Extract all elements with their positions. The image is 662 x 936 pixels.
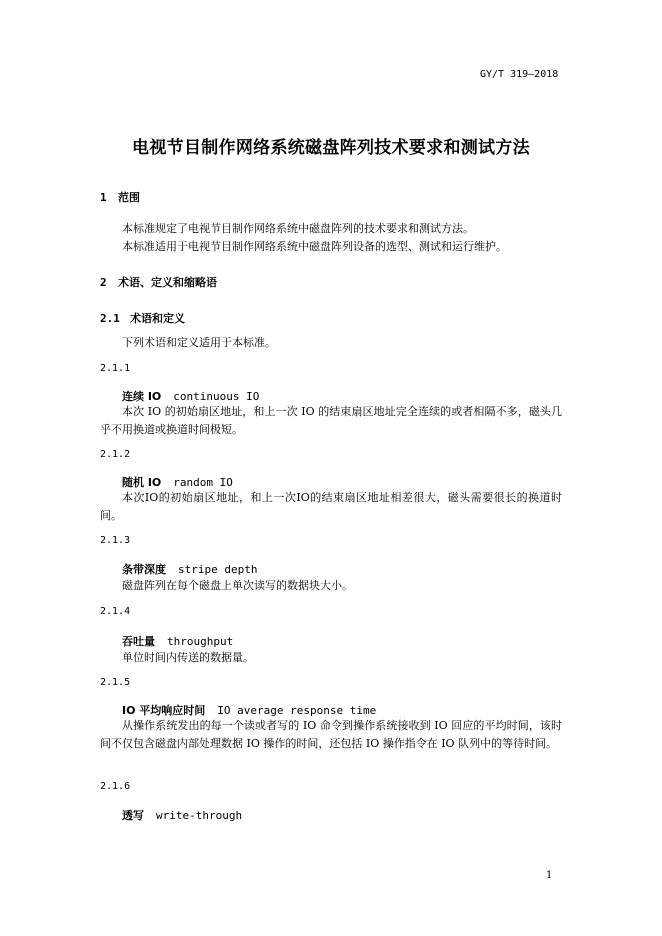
term-number: 2.1.3 bbox=[100, 535, 131, 546]
term-definition: 从操作系统发出的每一个读或者写的 IO 命令到操作系统接收到 IO 回应的平均时间，该时间不仅包含磁盘内部处理数据 IO 操作的时间，还包括 IO 操作指令在 IO 队列中的等待时间。 bbox=[100, 719, 562, 750]
document-title: 电视节目制作网络系统磁盘阵列技术要求和测试方法 bbox=[132, 138, 530, 158]
terms-intro-paragraph: 下列术语和定义适用于本标准。 bbox=[122, 336, 276, 349]
term-number: 2.1.2 bbox=[100, 449, 131, 460]
section-title: 术语、定义和缩略语 bbox=[118, 276, 217, 289]
subsection-number: 2.1 bbox=[100, 312, 120, 325]
term-en: continuous IO bbox=[173, 390, 260, 403]
subsection-heading-2-1 bbox=[100, 310, 185, 326]
section-heading-1 bbox=[100, 189, 140, 205]
term-zh: 吞吐量 bbox=[122, 635, 155, 648]
term-zh: 连续 IO bbox=[122, 390, 162, 403]
term-heading bbox=[122, 633, 233, 649]
scope-paragraph-2: 本标准适用于电视节目制作网络系统中磁盘阵列设备的选型、测试和运行维护。 bbox=[122, 240, 507, 253]
term-zh: IO 平均响应时间 bbox=[122, 704, 206, 717]
term-en: stripe depth bbox=[178, 563, 258, 576]
term-number: 2.1.4 bbox=[100, 606, 131, 617]
term-zh: 透写 bbox=[122, 809, 144, 822]
term-heading bbox=[122, 561, 257, 577]
term-en: throughput bbox=[167, 635, 234, 648]
page-number: 1 bbox=[546, 870, 553, 881]
section-number: 2 bbox=[100, 276, 107, 289]
section-number: 1 bbox=[100, 191, 107, 204]
term-heading bbox=[122, 388, 259, 404]
term-en: write-through bbox=[156, 809, 243, 822]
term-heading bbox=[122, 474, 233, 490]
term-number: 2.1.5 bbox=[100, 677, 131, 688]
term-definition: 本次 IO 的初始扇区地址，和上一次 IO 的结束扇区地址完全连续的或者相隔不多，磁头几乎不用换道或换道时间极短。 bbox=[100, 405, 562, 436]
term-definition: 单位时间内传送的数据量。 bbox=[122, 651, 254, 664]
term-zh: 条带深度 bbox=[122, 563, 166, 576]
term-en: IO average response time bbox=[217, 704, 377, 717]
term-heading bbox=[122, 702, 376, 718]
term-zh: 随机 IO bbox=[122, 476, 162, 489]
section-heading-2 bbox=[100, 274, 217, 290]
term-definition: 磁盘阵列在每个磁盘上单次读写的数据块大小。 bbox=[122, 579, 353, 592]
scope-paragraph-1: 本标准规定了电视节目制作网络系统中磁盘阵列的技术要求和测试方法。 bbox=[122, 222, 474, 235]
section-title: 范围 bbox=[118, 191, 140, 204]
term-definition: 本次IO的初始扇区地址，和上一次IO的结束扇区地址相差很大，磁头需要很长的换道时间。 bbox=[100, 491, 562, 522]
term-number: 2.1.1 bbox=[100, 363, 131, 374]
document-code: GY/T 319—2018 bbox=[480, 69, 559, 80]
subsection-title: 术语和定义 bbox=[130, 312, 185, 325]
term-en: random IO bbox=[173, 476, 233, 489]
term-number: 2.1.6 bbox=[100, 781, 131, 792]
term-heading bbox=[122, 807, 242, 823]
